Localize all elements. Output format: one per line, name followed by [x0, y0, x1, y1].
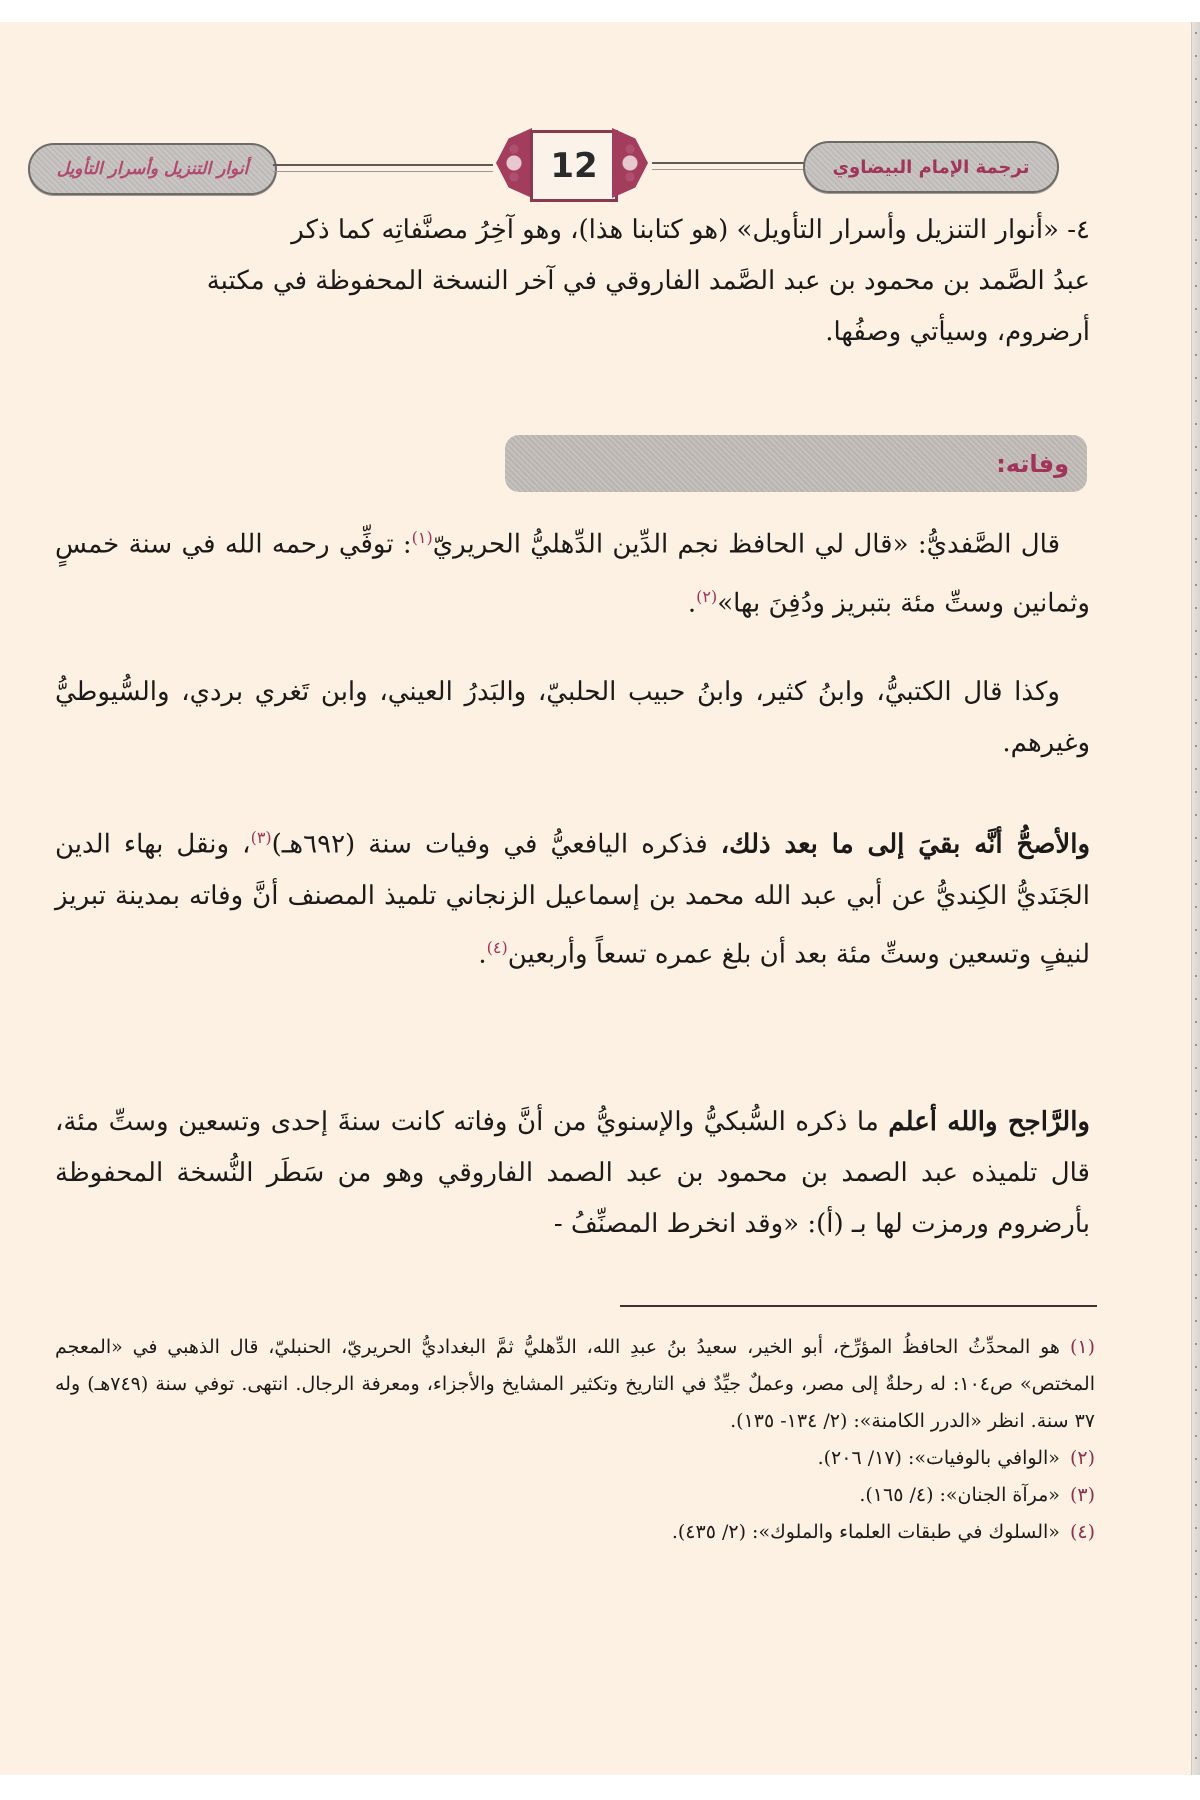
book-page [0, 22, 1193, 1775]
footnote-ref[interactable]: (٢) [696, 586, 718, 606]
footnote-text: «مرآة الجنان»: (٤/ ١٦٥). [859, 1484, 1060, 1506]
section-heading [505, 435, 1087, 492]
paragraph-lead-bold: والرَّاجح والله أعلم [888, 1107, 1090, 1137]
book-title: أنوار التنزيل وأسرار التأويل [56, 159, 249, 179]
footnote-ref[interactable]: (٤) [486, 937, 508, 957]
footnote-item [55, 1440, 1095, 1477]
paragraph-text: ما ذكره السُّبكيُّ والإسنويُّ من أنَّ وفاته كانت سنةَ إحدى وتسعين وستِّ مئة، قال تلميذه عبد الصمد بن محمود بن عبد الصمد الفاروقي وهو من سَطَر النُّسخة المحفوظة بأرضروم ورمزت لها بـ (أ): «وقد انخرط المصنِّفُ - [55, 1107, 1090, 1239]
paragraph-end: . [478, 939, 487, 970]
page-number: 12 [550, 146, 598, 186]
footnote-text: هو المحدِّثُ الحافظُ المؤرِّخ، أبو الخير، سعيدُ بنُ عبدِ الله، الدِّهليُّ ثمَّ البغداديُّ الحريريّ، الحنبليّ، قال الذهبي في «المعجم المختص» ص١٠٤: له رحلةٌ إلى مصر، وعملٌ جيِّدٌ في التاريخ وتكثير المشايخ والأجزاء، ومعرفة الرجال. انتهى. توفي سنة (٧٤٩هـ) وله ٣٧ سنة. انظر «الدرر الكامنة»: (٢/ ١٣٤- ١٣٥). [55, 1336, 1095, 1432]
header-rule-right [652, 162, 804, 170]
page-number-frame [530, 130, 618, 202]
footnote-text: «السلوك في طبقات العلماء والملوك»: (٢/ ٤٣٥). [671, 1521, 1060, 1543]
footnote-text: «الوافي بالوفيات»: (١٧/ ٢٠٦). [817, 1447, 1060, 1469]
footnote-number: (٣) [1069, 1484, 1095, 1506]
running-header [0, 22, 1193, 202]
footnote-number: (١) [1069, 1336, 1095, 1358]
intro-line: عبدُ الصَّمد بن محمود بن عبد الصَّمد الفاروقي في آخر النسخة المحفوظة في مكتبة [206, 266, 1090, 296]
footnote-number: (٢) [1069, 1447, 1095, 1469]
section-heading-label: وفاته: [996, 449, 1069, 478]
arabesque-ornament-icon [496, 128, 532, 198]
chapter-title-cartouche [803, 141, 1059, 193]
footnote-number: (٤) [1069, 1521, 1095, 1543]
paragraph-text: ، ونقل بهاء الدين الجَنَديُّ الكِنديُّ عن أبي عبد الله محمد بن إسماعيل الزنجاني تلميذ المصنف أنَّ وفاته بمدينة تبريز لنيفٍ وتسعين وستِّ مئة بعد أن بلغ عمره تسعاً وأربعين [55, 829, 1090, 970]
footnotes [55, 1329, 1095, 1551]
arabesque-ornament-icon [612, 128, 648, 198]
intro-line: ٤- «أنوار التنزيل وأسرار التأويل» (هو كتابنا هذا)، وهو آخِرُ مصنَّفاتِه كما ذكر [291, 215, 1090, 245]
paragraph-subki [55, 1097, 1090, 1250]
intro-line: أرضروم، وسيأتي وصفُها. [825, 317, 1090, 347]
paragraph-yafii [55, 812, 1090, 980]
footnote-item [55, 1477, 1095, 1514]
footnote-ref[interactable]: (١) [411, 528, 433, 547]
footnote-ref[interactable]: (٣) [250, 828, 272, 847]
chapter-title: ترجمة الإمام البيضاوي [832, 156, 1030, 178]
footnote-item [55, 1329, 1095, 1440]
header-rule-left [273, 164, 493, 172]
page-edge-strip [1191, 22, 1200, 1775]
book-title-cartouche [28, 143, 277, 195]
paragraph-lead-bold: والأصحُّ أنَّه بقيَ إلى ما بعد ذلك، [720, 829, 1090, 860]
paragraph-others [55, 667, 1090, 769]
paragraph-text: وكذا قال الكتبيُّ، وابنُ كثير، وابنُ حبيب الحلبيّ، والبَدرُ العيني، وابن تَغري بردي، والسُّيوطيُّ وغيرهم. [55, 677, 1090, 758]
paragraph-end: . [687, 588, 697, 619]
paragraph-text: قال الصَّفديُّ: «قال لي الحافظ نجم الدِّين الدِّهليُّ الحريريّ [432, 529, 1061, 560]
footnote-item [55, 1514, 1095, 1551]
paragraph-text: : توفِّي رحمه الله في سنة خمسٍ وثمانين وستِّ مئة بتبريز ودُفِنَ بها» [55, 529, 1090, 619]
intro-paragraph [55, 205, 1090, 358]
paragraph-safadi [55, 512, 1090, 629]
paragraph-text: فذكره اليافعيُّ في وفيات سنة (٦٩٢هـ) [271, 829, 721, 860]
footnote-separator [620, 1305, 1097, 1307]
